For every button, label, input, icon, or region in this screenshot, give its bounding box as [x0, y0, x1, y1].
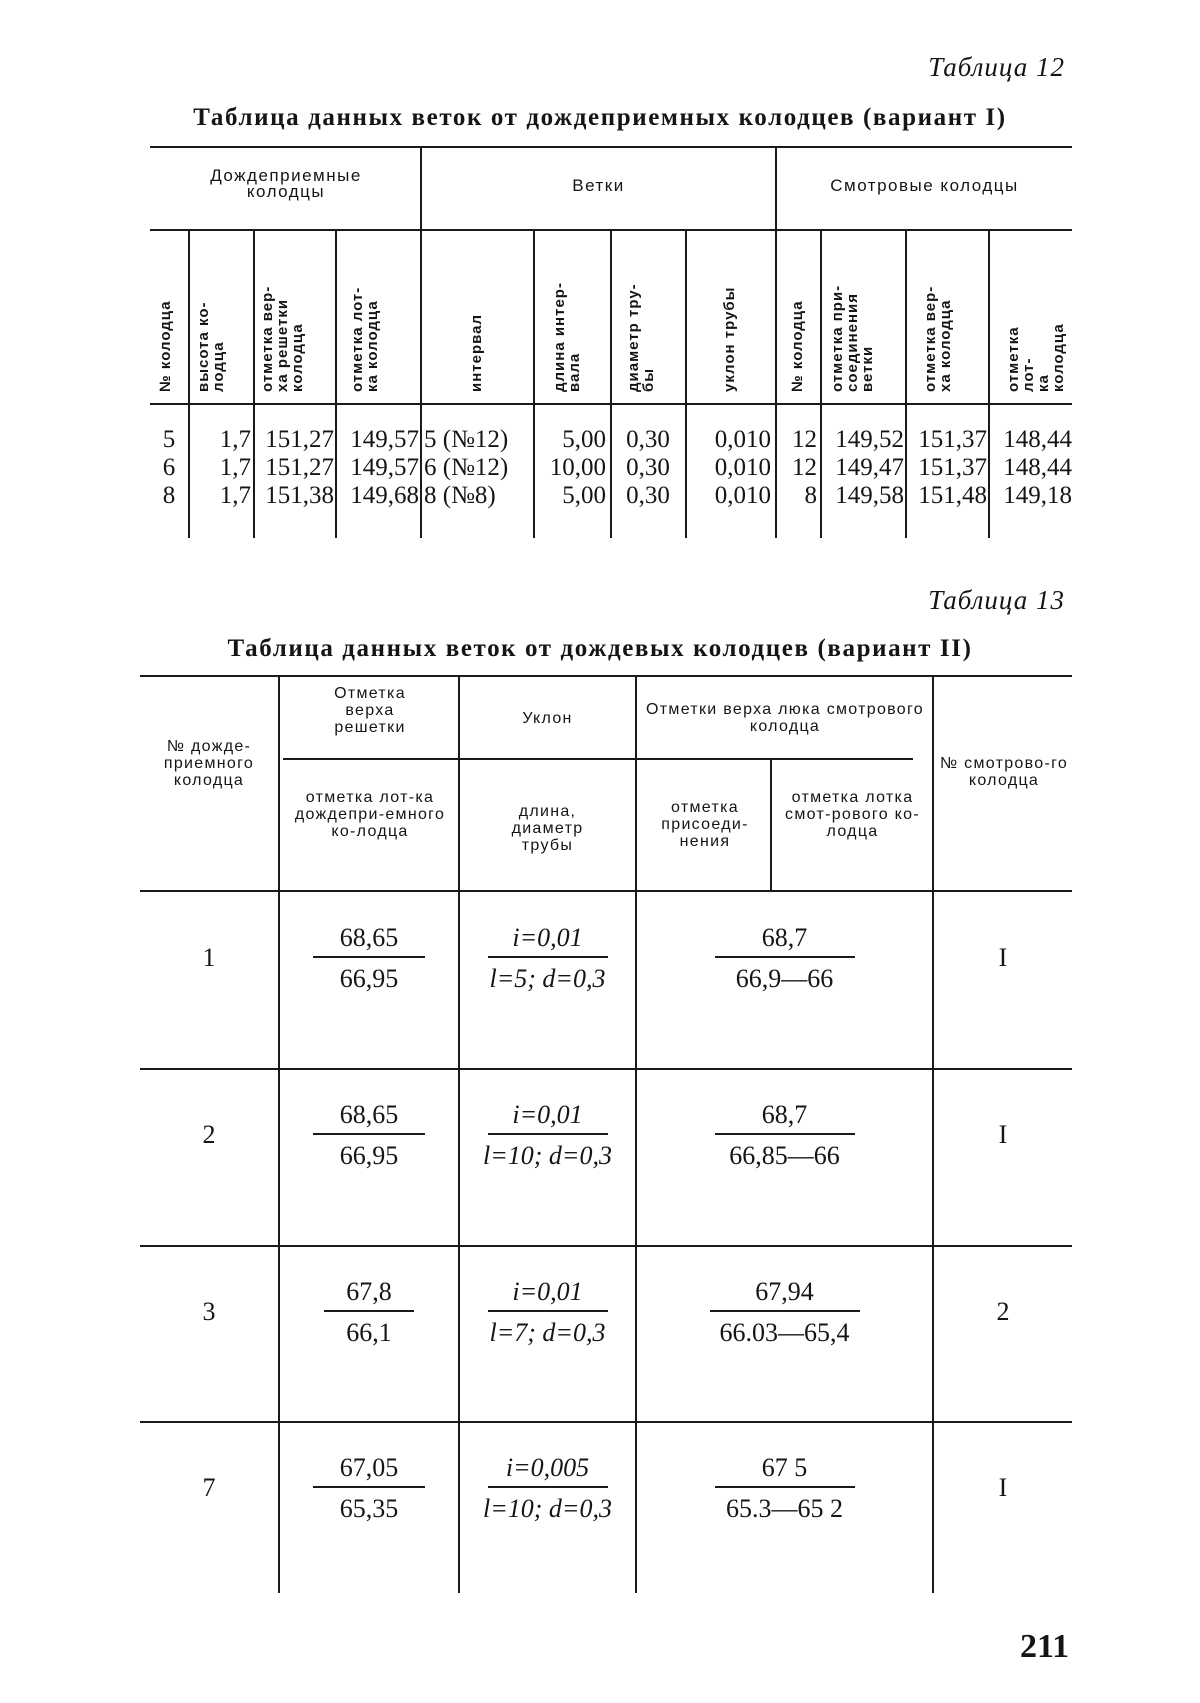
table13-grate-mark: 67,05	[339, 1453, 399, 1482]
table12-cell: 149,52	[835, 426, 904, 453]
table13-slope: i=0,01	[512, 1277, 583, 1306]
table13-col-rain-well-number: № дожде-приемного колодца	[163, 738, 255, 789]
table12-cell: 12	[792, 454, 817, 481]
table12-col-inspection-number: № колодца	[789, 300, 806, 392]
table13-slope: i=0,01	[512, 1100, 583, 1129]
table13-grate-mark: 68,65	[339, 923, 399, 952]
table12-cell: 8 (№8)	[424, 482, 496, 509]
table13	[140, 675, 1072, 1595]
table12-col-well-number: № колодца	[157, 300, 174, 392]
table13-rain-well-number: 7	[202, 1473, 216, 1502]
table13-length-diameter: l=7; d=0,3	[489, 1318, 606, 1347]
table12-cell: 0,30	[626, 454, 670, 481]
table13-col-grate-mark: Отметка верха решетки	[334, 685, 406, 736]
table13-slope-over-length	[460, 920, 635, 996]
table13-rain-well-number: 1	[202, 943, 216, 972]
table12-cell: 12	[792, 426, 817, 453]
table13-inspection-well-number: 2	[996, 1297, 1010, 1326]
table13-hatch-over-join	[637, 1097, 932, 1173]
table13-grate-mark: 67,8	[346, 1277, 392, 1306]
table12-cell: 151,27	[265, 454, 334, 481]
table13-hatch-over-join	[637, 1274, 932, 1350]
table13-slope: i=0,01	[512, 923, 583, 952]
table12-cell: 151,48	[918, 482, 987, 509]
table13-col-inspection-well-number: № смотрово-го колодца	[939, 755, 1069, 789]
table12-cell: 8	[162, 482, 176, 509]
page-number: 211	[1020, 1628, 1070, 1665]
table12-top-rule	[150, 146, 1072, 148]
table12-cell: 151,37	[918, 426, 987, 453]
table12-cell: 149,58	[835, 482, 904, 509]
table12-col-top-mark: отметка вер- ха колодца	[922, 285, 954, 392]
table12-group-branches: Ветки	[572, 176, 625, 195]
table12-cell: 0,30	[626, 482, 670, 509]
table12-cell: 0,010	[714, 454, 771, 481]
table12-cell: 6	[162, 454, 176, 481]
table12-cell: 5 (№12)	[424, 426, 509, 453]
table13-hatch-mark: 67,94	[755, 1277, 814, 1306]
table12-cell: 5,00	[562, 426, 606, 453]
table12-col-well-height: высота ко- лодца	[195, 301, 227, 392]
table13-grate-mark: 68,65	[339, 1100, 399, 1129]
table13-col-hatch-marks: Отметки верха люка смотрового колодца	[646, 701, 924, 735]
table12-col-interval-length: длина интер- вала	[551, 282, 583, 392]
table13-hatch-mark: 68,7	[761, 1100, 808, 1129]
table12-col-bottom-mark: отметка лот- ка колодца	[1005, 323, 1067, 392]
table12-cell: 1,7	[219, 426, 251, 453]
table13-hatch-over-join	[637, 1450, 932, 1526]
table13-join-mark: 66,85—66	[729, 1141, 840, 1170]
table13-inspection-well-number: I	[998, 943, 1008, 972]
table12-col-pipe-slope: уклон трубы	[721, 286, 738, 392]
table13-rain-well-number: 3	[202, 1297, 216, 1326]
table13-grate-over-tray	[280, 920, 458, 996]
table13-grate-over-tray	[280, 1450, 458, 1526]
table13-tray-mark: 65,35	[339, 1494, 399, 1523]
table13-slope-over-length	[460, 1450, 635, 1526]
table13-hatch-over-join	[637, 920, 932, 996]
table12-cell: 149,68	[350, 482, 419, 509]
table13-hatch-mark: 67 5	[761, 1453, 808, 1482]
table12-col-connection-mark: отметка при- соединения ветки	[829, 284, 876, 392]
table12-group-inspection-wells: Смотровые колодцы	[830, 176, 1019, 195]
table13-col-inspection-tray-mark: отметка лотка смот-рового ко-лодца	[785, 789, 920, 840]
table13-title: Таблица данных веток от дождевых колодцев (вариант II)	[227, 635, 973, 662]
table12-cell: 151,38	[265, 482, 334, 509]
table12-cell: 149,57	[350, 426, 419, 453]
table13-hatch-mark: 68,7	[761, 923, 808, 952]
table12-col-tray-mark: отметка лот- ка колодца	[349, 286, 381, 392]
table12-group-rainwater-wells: Дождеприемные колодцы	[210, 166, 362, 201]
table13-col-length-diameter: длина, диаметр трубы	[511, 803, 584, 854]
table13-tray-mark: 66,95	[339, 964, 399, 993]
table13-inspection-well-number: I	[998, 1473, 1008, 1502]
table13-length-diameter: l=10; d=0,3	[483, 1494, 612, 1523]
table12-cell: 5	[162, 426, 176, 453]
table12-cell: 1,7	[219, 454, 251, 481]
table12-cell: 149,18	[1003, 482, 1072, 509]
table12-vrule-group1	[420, 146, 422, 538]
table12-col-grate-mark: отметка вер- ха решетки колодца	[259, 285, 306, 392]
table13-col-connection-mark: отметка присоеди-нения	[661, 799, 749, 850]
table12-cell: 0,010	[714, 482, 771, 509]
table13-vrule-sub	[770, 760, 772, 890]
table12-cell: 6 (№12)	[424, 454, 509, 481]
table13-join-mark: 65.3—65 2	[726, 1494, 843, 1523]
table12-cell: 8	[804, 482, 817, 509]
table13-rain-well-number: 2	[202, 1120, 216, 1149]
table13-join-mark: 66,9—66	[735, 964, 834, 993]
table13-subheader-rule	[283, 758, 913, 760]
table13-slope: i=0,005	[505, 1453, 590, 1482]
table13-grate-over-tray	[280, 1274, 458, 1350]
table13-slope-over-length	[460, 1274, 635, 1350]
table12-caption: Таблица 12	[928, 52, 1065, 82]
table13-tray-mark: 66,1	[346, 1318, 392, 1347]
table12-cell: 0,30	[626, 426, 670, 453]
table13-tray-mark: 66,95	[339, 1141, 399, 1170]
table12-cell: 148,44	[1003, 454, 1072, 481]
table12-cell: 0,010	[714, 426, 771, 453]
table13-join-mark: 66.03—65,4	[719, 1318, 850, 1347]
table12-cell: 149,57	[350, 454, 419, 481]
table12-col-interval: интервал	[468, 313, 485, 392]
table13-slope-over-length	[460, 1097, 635, 1173]
table12-cell: 149,47	[835, 454, 904, 481]
table12-cell: 151,37	[918, 454, 987, 481]
table12-cell: 1,7	[219, 482, 251, 509]
table13-col-slope: Уклон	[522, 710, 573, 727]
table12-cell: 148,44	[1003, 426, 1072, 453]
table13-inspection-well-number: I	[998, 1120, 1008, 1149]
table12-title: Таблица данных веток от дождеприемных колодцев (вариант I)	[193, 104, 1007, 131]
table13-caption: Таблица 13	[928, 585, 1065, 615]
table13-length-diameter: l=10; d=0,3	[483, 1141, 612, 1170]
table12-cell: 10,00	[549, 454, 606, 481]
table13-length-diameter: l=5; d=0,3	[489, 964, 606, 993]
table12-col-pipe-diameter: диаметр тру- бы	[625, 283, 657, 392]
table12	[150, 146, 1072, 538]
table13-grate-over-tray	[280, 1097, 458, 1173]
table13-col-tray-mark: отметка лот-ка дождепри-емного ко-лодца	[294, 789, 446, 840]
table12-cell: 5,00	[562, 482, 606, 509]
table12-cell: 151,27	[265, 426, 334, 453]
